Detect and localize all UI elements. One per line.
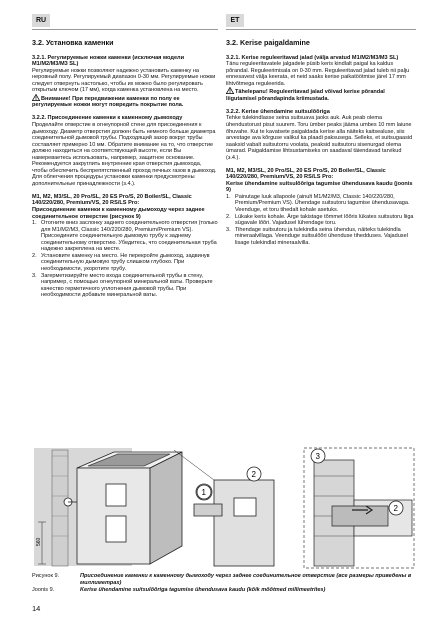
language-tag-ru: RU (32, 14, 50, 27)
figure-9 (32, 446, 416, 570)
callout-2b (389, 501, 403, 515)
callout-3 (311, 449, 325, 463)
callout-2 (247, 467, 261, 481)
paragraph: Регулируемые ножки позволяют надежно установить каменку на неровный полу. Регулируемый диапазон 0-30 мм. Регулируемые ножки следует отвернуть настолько, чтобы их можно было регулировать открытым ключом (17 мм), когда каменка установлена на место. (32, 67, 216, 94)
caption-text: Kerise ühendamine suitsulõõriga tagumise ühendusava kaudu (kõik mõõtmed millimeetrites) (80, 587, 326, 593)
caption-label: Joonis 9. (32, 587, 55, 593)
svg-text:3: 3 (315, 452, 320, 461)
column-et (226, 40, 416, 246)
stove-drawing (34, 448, 182, 566)
callout-1 (197, 485, 211, 499)
list-item: 3. Tihendage suitsutoru ja tulekindla seina ühendus, näiteks tulekindla mineraalvillaga. Veenduge suitsulõõri ühenduse tihedduses. Vajadusel lisage tulekindlat mineraalvilla. (226, 226, 408, 246)
caption-label: Рисунок 9. (32, 573, 60, 579)
divider-left (32, 29, 218, 30)
models-subheading: Присоединение каменки к каменному дымоходу через заднее соединительное отверстие (рисунок 9) (32, 207, 205, 220)
svg-text:1: 1 (201, 488, 206, 497)
steps-list (226, 194, 416, 246)
warning-note (32, 94, 218, 109)
list-item: 1. Отогните вниз заслонку заднего соединительного отверстия (только для M1/M2/M3, Classic 140/220/280, Premium/Premium VS). Присоедините соединительную дымовую трубу к заднему соединительному отверстию. Убедитесь, что соединительная труба надежно закреплена на месте. (32, 220, 218, 253)
pipe-detail (174, 450, 274, 566)
list-item: 2. Lükake keris kohale. Ärge takistage tõmmet lõõris lükates suitsutoru liiga sügavale lõõri. Vajadusel lühendage toru. (226, 213, 414, 227)
warning-note (226, 87, 416, 102)
language-tag-et: ET (226, 14, 244, 27)
subsection-heading: 3.2.1. Kerise reguleeritavad jalad (välja arvatud M1/M2/M3/M3 SL) (226, 54, 399, 61)
warning-icon (32, 94, 40, 101)
models-heading: M1, M2, M3/SL, 20 Pro/SL, 20 ES Pro/S, 20 Boiler/SL, Classic 140/220/280, Premium/VS, 20 RS/LS Pro: (226, 167, 386, 181)
figure-caption (32, 573, 416, 594)
dimension-label: 560 (36, 537, 42, 546)
caption-ru (32, 573, 416, 587)
paragraph: Tänu reguleeritavatele jalgadele püsib keris kindlalt paigal ka kaldus põrandal. Reguleerimisala on 0-30 mm. Reguleeritavad jalad tuleb nii palju ennesavest välja keerata, et neid saaks kerise paikatöötmise järel 17 mm lihtvõtmega reguleerida. (226, 61, 410, 87)
divider-right (226, 29, 416, 30)
caption-et (32, 587, 416, 594)
models-subheading: Kerise ühendamine suitsulõõriga tagumise ühendusava kaudu (joonis 9) (226, 180, 413, 194)
column-ru (32, 40, 218, 299)
models-heading: M1, M2, M3/SL, 20 Pro/SL, 20 ES Pro/S, 20 Boiler/SL, Classic 140/220/280, Premium/VS, 20 RS/LS Pro: (32, 193, 192, 207)
warning-icon (226, 87, 234, 94)
stove-installation-illustration (32, 446, 416, 570)
section-title: 3.2. Kerise paigaldamine (226, 38, 310, 47)
paragraph: Tehke tulekindlasse seina suitsuava jaoks auk. Auk peab olema ühendustorust pisut suurem. Toru ümber peaks jääma umbes 10 mm laiune õhuvahe. Kui te kavatsete paigaldada kerise alla näiteks kaitsealuse, siis arvestage ava kõrguse valikul ka plaadi paksusega. Selleks, et suitsugaasid saaksid vabalt suitsutorru voolata, peaksid suitsutoru sisenurgad olema ümarad. Paigaldamise lihtsustamiseks on saadaval täiendavad tarvikud (з.4.). (226, 115, 413, 161)
steps-list (32, 220, 218, 299)
svg-text:2: 2 (251, 470, 256, 479)
warning-text: Внимание! При передвижении каменки по полу ее регулируемые ножки могут повредить покрытие пола. (32, 95, 184, 109)
subsection-heading: 3.2.2. Присоединение каменки к каменному дымоходу (32, 115, 183, 122)
paragraph: Проделайте отверстие в огнеупорной стене для присоединения к дымоходу. Диаметр отверстия должен быть немного больше диаметра соединительной дымовой трубы. Подходящий зазор вокруг трубы составляет примерно 10 мм. Обратите внимание на то, что отверстие должно находиться на соответствующей высоте, если Вы намереваетесь использовать, например, защитное основание. Рекомендуется закруглить внутренние края отверстия дымохода, чтобы обеспечить беспрепятственный проход печных газов в дымоход. Для облегчения процедуры установки каменки предусмотрены дополнительные принадлежности (з.4.). (32, 121, 217, 187)
list-item: 3. Загерметизируйте место входа соединительной трубы в стену, например, с помощью огнеупорной минеральной ваты. Проверьте качество герметичного уплотнения дымовой трубы. При необходимости добавьте минеральной ваты. (32, 272, 213, 299)
caption-text: Присоединение каменки к каменному дымоходу через заднее соединительное отверстие (все размеры приведены в миллиметрах) (80, 573, 412, 586)
subsection-heading: 3.2.1. Регулируемые ножки каменки (исключая модели M1/M2/M3/M3 SL) (32, 54, 185, 68)
section-title: 3.2. Установка каменки (32, 38, 114, 47)
subsection-heading: 3.2.2. Kerise ühendamine suitsulõõriga (226, 108, 330, 115)
svg-text:2: 2 (393, 504, 398, 513)
warning-text: Tähelepanu! Reguleeritavad jalad võivad kerise põrandal liigutamisel põrandapinda kriimustada. (226, 89, 385, 102)
page-number: 14 (32, 604, 41, 613)
list-item: 1. Painutage luuk allapoole (ainult M1/M2/M3, Classic 140/220/280, Premium/Premium VS). Ühendage suitsutoru tagumise ühendusavaga. Veenduge, et toru tihedalt kohale asetuks. (226, 193, 410, 214)
list-item: 2. Установите каменку на место. Не перекройте дымоход, задвинув соединительную дымовую трубу слишком глубоко. При необходимости, укоротите трубу. (32, 252, 210, 272)
